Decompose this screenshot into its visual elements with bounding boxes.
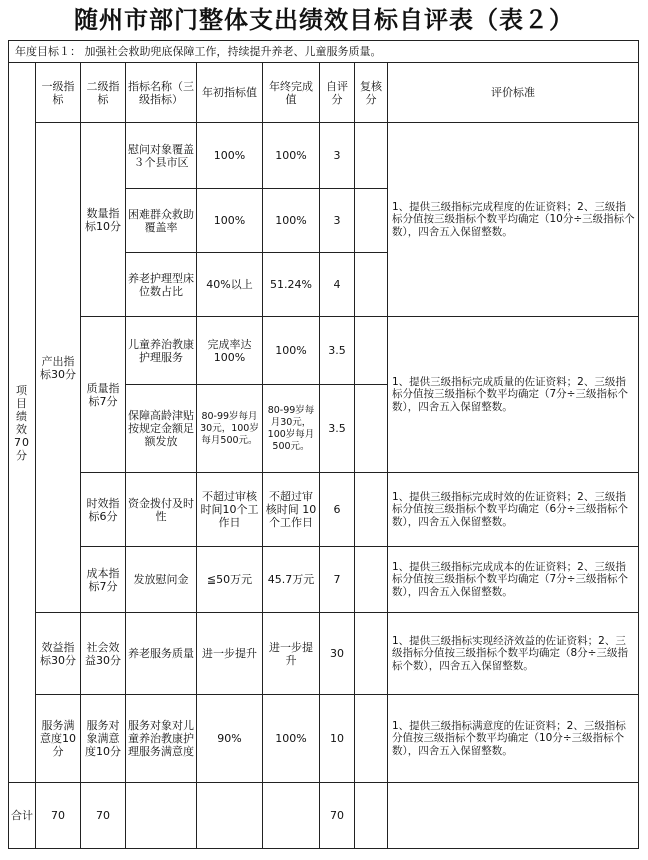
evaluation-table — [8, 40, 639, 849]
self-score: 3.5 — [320, 317, 355, 385]
final-value: 45.7万元 — [263, 547, 320, 613]
quantity-indicator-cell: 数量指标10分 — [81, 123, 126, 317]
final-value: 100% — [263, 695, 320, 783]
self-score: 30 — [320, 613, 355, 695]
table-row — [9, 123, 639, 189]
satisfaction-level2-cell: 服务对象满意度10分 — [81, 695, 126, 783]
review-score — [355, 385, 388, 473]
table-row — [9, 613, 639, 695]
initial-value: 90% — [197, 695, 263, 783]
header-criteria: 评价标准 — [388, 63, 639, 123]
header-level2: 二级指标 — [81, 63, 126, 123]
total-level2: 70 — [81, 783, 126, 849]
header-row — [9, 63, 639, 123]
final-value: 进一步提升 — [263, 613, 320, 695]
header-self-score: 自评分 — [320, 63, 355, 123]
indicator-name: 保障高龄津贴按规定金额足额发放 — [126, 385, 197, 473]
output-indicator-cell: 产出指标30分 — [36, 123, 81, 613]
self-score: 6 — [320, 473, 355, 547]
header-level1: 一级指标 — [36, 63, 81, 123]
page-title: 随州市部门整体支出绩效目标自评表（表２） — [74, 6, 574, 34]
benefit-indicator-cell: 效益指标30分 — [36, 613, 81, 695]
final-value: 100% — [263, 317, 320, 385]
initial-value: 100% — [197, 189, 263, 253]
review-score — [355, 253, 388, 317]
criteria-quantity: 1、提供三级指标完成程度的佐证资料；2、三级指标分值按三级指标个数平均确定（10分÷三级指标个数），四舍五入保留整数。 — [388, 123, 639, 317]
social-benefit-cell: 社会效益30分 — [81, 613, 126, 695]
indicator-name: 慰问对象覆盖３个县市区 — [126, 123, 197, 189]
initial-value: ≦50万元 — [197, 547, 263, 613]
initial-value: 80-99岁每月30元，100岁每月500元。 — [197, 385, 263, 473]
quality-indicator-cell: 质量指标7分 — [81, 317, 126, 473]
review-score — [355, 317, 388, 385]
indicator-name: 发放慰问金 — [126, 547, 197, 613]
criteria-benefit: 1、提供三级指标实现经济效益的佐证资料；2、三级指标分值按三级指标个数平均确定（8分÷三级指标个数），四舍五入保留整数。 — [388, 613, 639, 695]
goal-row — [9, 41, 639, 63]
table-row — [9, 547, 639, 613]
final-value: 51.24% — [263, 253, 320, 317]
review-score — [355, 189, 388, 253]
table-row — [9, 473, 639, 547]
timeliness-indicator-cell: 时效指标6分 — [81, 473, 126, 547]
goal-label: 年度目标１： — [15, 45, 81, 58]
total-row — [9, 783, 639, 849]
review-score — [355, 123, 388, 189]
criteria-cost: 1、提供三级指标完成成本的佐证资料；2、三级指标分值按三级指标个数平均确定（7分÷三级指标个数），四舍五入保留整数。 — [388, 547, 639, 613]
header-initial-value: 年初指标值 — [197, 63, 263, 123]
initial-value: 不超过审核时间10个工作日 — [197, 473, 263, 547]
header-indicator-name: 指标名称（三级指标） — [126, 63, 197, 123]
initial-value: 40%以上 — [197, 253, 263, 317]
self-score: 3 — [320, 189, 355, 253]
total-criteria — [388, 783, 639, 849]
initial-value: 100% — [197, 123, 263, 189]
review-score — [355, 473, 388, 547]
table-row — [9, 695, 639, 783]
criteria-satisfaction: 1、提供三级指标满意度的佐证资料；2、三级指标分值按三级指标个数平均确定（10分÷三级指标个数），四舍五入保留整数。 — [388, 695, 639, 783]
goal-text: 加强社会救助兜底保障工作，持续提升养老、儿童服务质量。 — [84, 45, 382, 58]
total-indicator-name — [126, 783, 197, 849]
indicator-name: 困难群众救助覆盖率 — [126, 189, 197, 253]
indicator-name: 儿童养治教康护理服务 — [126, 317, 197, 385]
review-score — [355, 547, 388, 613]
annual-goal — [9, 41, 639, 63]
review-score — [355, 695, 388, 783]
self-score: 4 — [320, 253, 355, 317]
final-value: 80-99岁每月30元，100岁每月500元。 — [263, 385, 320, 473]
self-score: 10 — [320, 695, 355, 783]
self-score: 3.5 — [320, 385, 355, 473]
criteria-timeliness: 1、提供三级指标完成时效的佐证资料；2、三级指标分值按三级指标个数平均确定（6分÷三级指标个数），四舍五入保留整数。 — [388, 473, 639, 547]
total-final-value — [263, 783, 320, 849]
header-review-score: 复核分 — [355, 63, 388, 123]
total-review-score — [355, 783, 388, 849]
criteria-quality: 1、提供三级指标完成质量的佐证资料；2、三级指标分值按三级指标个数平均确定（7分÷三级指标个数），四舍五入保留整数。 — [388, 317, 639, 473]
self-score: 3 — [320, 123, 355, 189]
total-level1: 70 — [36, 783, 81, 849]
total-label: 合计 — [9, 783, 36, 849]
header-final-value: 年终完成值 — [263, 63, 320, 123]
self-score: 7 — [320, 547, 355, 613]
cost-indicator-cell: 成本指标7分 — [81, 547, 126, 613]
total-self-score: 70 — [320, 783, 355, 849]
table-row — [9, 317, 639, 385]
indicator-name: 养老护理型床位数占比 — [126, 253, 197, 317]
initial-value: 完成率达100% — [197, 317, 263, 385]
indicator-name: 养老服务质量 — [126, 613, 197, 695]
final-value: 100% — [263, 189, 320, 253]
satisfaction-level1-cell: 服务满意度10分 — [36, 695, 81, 783]
final-value: 100% — [263, 123, 320, 189]
indicator-name: 资金拨付及时性 — [126, 473, 197, 547]
total-initial-value — [197, 783, 263, 849]
review-score — [355, 613, 388, 695]
indicator-name: 服务对象对儿童养治教康护理服务满意度 — [126, 695, 197, 783]
project-performance-cell: 项目绩效70分 — [9, 63, 36, 783]
final-value: 不超过审核时间 10个工作日 — [263, 473, 320, 547]
initial-value: 进一步提升 — [197, 613, 263, 695]
